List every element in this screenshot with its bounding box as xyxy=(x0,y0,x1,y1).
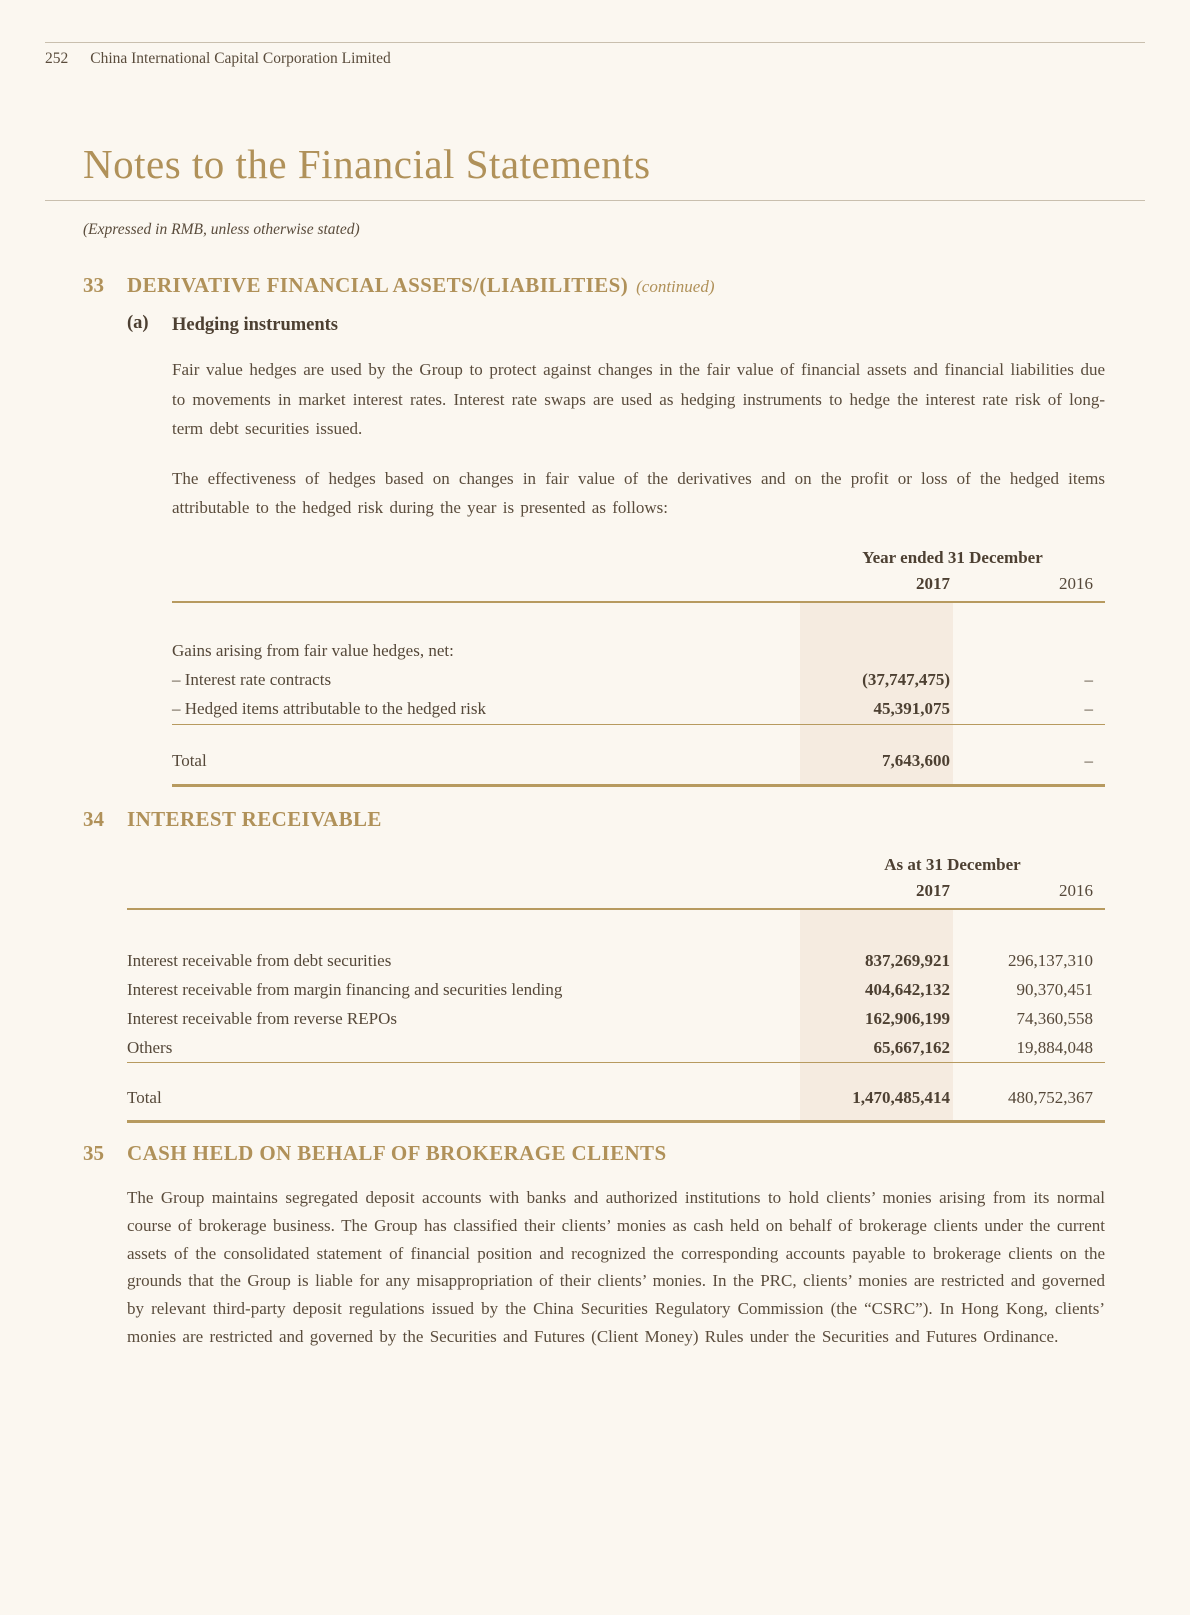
column-header-2017: 2017 xyxy=(916,573,950,593)
interest-receivable-table xyxy=(127,852,1105,1123)
table-total-row xyxy=(127,1063,1105,1120)
section-title: DERIVATIVE FINANCIAL ASSETS/(LIABILITIES) xyxy=(127,273,629,297)
paragraph: Fair value hedges are used by the Group to protect against changes in the fair value of financial assets and financial liabilities due to movements in market interest rates. Interest rate swaps are used as hedging instruments to hedge the interest rate risk of long-term debt securities issued. xyxy=(172,360,1105,438)
value-2016: – xyxy=(1084,670,1093,689)
table-row xyxy=(127,946,1105,975)
row-label: Interest receivable from margin financing and securities lending xyxy=(127,979,563,999)
total-2016: 480,752,367 xyxy=(1008,1087,1093,1107)
table-row xyxy=(127,975,1105,1004)
page-number: 252 xyxy=(45,50,69,67)
value-2017: 65,667,162 xyxy=(873,1037,950,1057)
value-2017: 162,906,199 xyxy=(865,1008,950,1028)
value-2016: 90,370,451 xyxy=(1016,979,1093,999)
total-label: Total xyxy=(127,1087,162,1107)
paragraph: The Group maintains segregated deposit accounts with banks and authorized institutions to hold clients’ monies arising from its normal course of brokerage business. The Group has classified their clients’ monies as cash held on behalf of brokerage clients under the current assets of the consolidated statement of financial position and recognized the corresponding accounts payable to brokerage clients on the grounds that the Group is liable for any misappropriation of their clients’ monies. In the PRC, clients’ monies are restricted and governed by relevant third-party deposit regulations issued by the China Securities Regulatory Commission (the “CSRC”). In Hong Kong, clients’ monies are restricted and governed by the Securities and Futures (Client Money) Rules under the Securities and Futures Ordinance. xyxy=(127,1188,1105,1346)
table-row xyxy=(127,1033,1105,1062)
table-total-row xyxy=(172,725,1105,784)
table-body xyxy=(172,601,1105,787)
column-header-2017: 2017 xyxy=(916,881,950,900)
section-33 xyxy=(83,272,1105,787)
table-row xyxy=(172,666,1105,695)
row-label: Interest receivable from debt securities xyxy=(127,950,392,970)
row-label: Gains arising from fair value hedges, net: xyxy=(172,641,454,660)
total-label: Total xyxy=(172,751,207,770)
value-2017: 404,642,132 xyxy=(865,979,950,999)
value-2017: 45,391,075 xyxy=(873,699,950,718)
table-rows xyxy=(127,910,1105,1063)
section-title: INTEREST RECEIVABLE xyxy=(127,807,382,831)
total-2017: 7,643,600 xyxy=(882,751,950,770)
column-header-2016: 2016 xyxy=(1059,573,1093,593)
value-2016: 296,137,310 xyxy=(1008,950,1093,970)
page-header xyxy=(45,50,391,68)
section-continued-note: (continued) xyxy=(636,277,715,296)
table-row xyxy=(127,1004,1105,1033)
value-2017: 837,269,921 xyxy=(865,950,950,970)
table-body xyxy=(127,908,1105,1123)
value-2016: 19,884,048 xyxy=(1016,1037,1093,1057)
table-column-headers xyxy=(127,878,1105,908)
table-rows xyxy=(172,603,1105,725)
table-period-header: Year ended 31 December xyxy=(862,547,1043,567)
table-column-headers xyxy=(172,571,1105,601)
paragraph: The effectiveness of hedges based on changes in fair value of the derivatives and on the profit or loss of the hedged items attributable to the hedged risk during the year is presented as follows: xyxy=(172,468,1105,517)
section-35-heading xyxy=(83,1140,1105,1166)
page-subtitle: (Expressed in RMB, unless otherwise stated) xyxy=(83,221,360,238)
section-title: CASH HELD ON BEHALF OF BROKERAGE CLIENTS xyxy=(127,1141,667,1165)
page-title: Notes to the Financial Statements xyxy=(83,141,651,187)
row-label: – Hedged items attributable to the hedged risk xyxy=(172,699,486,718)
total-2017: 1,470,485,414 xyxy=(852,1087,950,1107)
section-number: 33 xyxy=(83,273,104,297)
value-2016: – xyxy=(1084,699,1093,718)
subsection-title: Hedging instruments xyxy=(172,315,339,335)
section-number: 35 xyxy=(83,1141,104,1165)
table-row xyxy=(172,695,1105,724)
company-name: China International Capital Corporation Limited xyxy=(90,50,391,67)
row-label: – Interest rate contracts xyxy=(172,670,332,689)
row-label: Interest receivable from reverse REPOs xyxy=(127,1008,397,1028)
section-35 xyxy=(83,1140,1105,1351)
value-2016: 74,360,558 xyxy=(1016,1008,1093,1028)
subsection-a-heading xyxy=(127,313,1105,337)
subsection-label: (a) xyxy=(127,313,149,333)
row-label: Others xyxy=(127,1037,173,1057)
section-34-heading xyxy=(83,806,1105,832)
hedging-effectiveness-table xyxy=(172,545,1105,787)
table-period-header: As at 31 December xyxy=(884,855,1021,874)
title-rule xyxy=(45,200,1145,201)
section-number: 34 xyxy=(83,807,104,831)
total-2016: – xyxy=(1084,751,1093,770)
section-34 xyxy=(83,806,1105,1123)
section-33-heading xyxy=(83,272,1105,298)
table-row xyxy=(172,637,1105,666)
value-2017: (37,747,475) xyxy=(862,670,950,689)
column-header-2016: 2016 xyxy=(1059,881,1093,900)
header-rule xyxy=(45,42,1145,43)
